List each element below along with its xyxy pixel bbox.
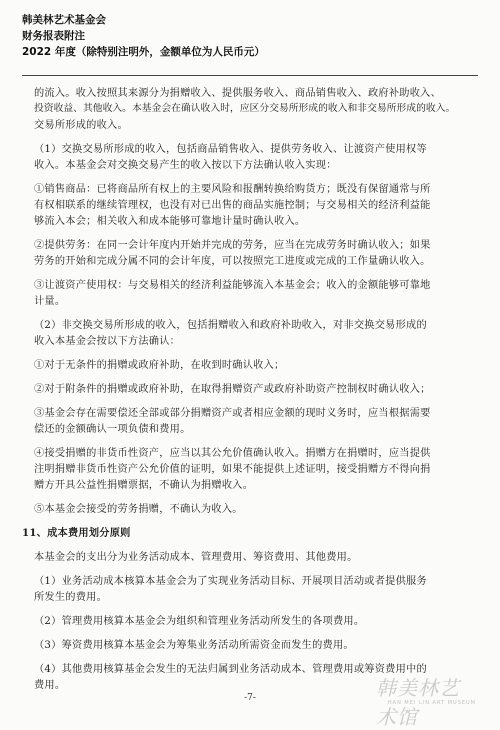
paragraph-line: 交易所形成的收入。 [34, 120, 128, 131]
paragraph-line: ④接受捐赠的非货币性资产，应当以其公允价值确认收入。捐赠方在捐赠时，应当提供 [34, 448, 431, 459]
paragraph-line: ②提供劳务：在同一会计年度内开始并完成的劳务，应当在完成劳务时确认收入；如果 [34, 240, 431, 251]
paragraph-line: 收入。本基金会对交换交易产生的收入按以下方法确认收入实现： [34, 160, 337, 171]
paragraph-line: 赠方开具公益性捐赠票据，不确认为捐赠收入。 [34, 480, 254, 491]
header-divider [22, 75, 478, 76]
paragraph-line: 有权相联系的继续管理权，也没有对已出售的商品实施控制；与交易相关的经济利益能 [34, 200, 431, 211]
paragraph-line: （2）管理费用核算本基金会为组织和管理业务活动所发生的各项费用。 [34, 616, 365, 627]
paragraph-line: （3）筹资费用核算本基金会为筹集业务活动所需资金而发生的费用。 [34, 640, 354, 651]
org-name: 韩美林艺术基金会 [22, 14, 106, 26]
paragraph-line: 注明捐赠非货币性资产公允价值的证明，如果不能提供上述证明，接受捐赠方不得向捐 [34, 464, 431, 475]
paragraph-line: ⑤本基金会接受的劳务捐赠，不确认为收入。 [34, 504, 243, 515]
page-number: -7- [244, 693, 256, 703]
watermark-text-cn: 韩美林艺术馆 [376, 676, 460, 729]
paragraph-line: ①销售商品：已将商品所有权上的主要风险和报酬转换给购货方；既没有保留通常与所 [34, 184, 431, 195]
paragraph-line: 所发生的费用。 [34, 592, 108, 603]
year-note: 2022 年度（除特别注明外，金额单位为人民币元） [22, 46, 265, 58]
paragraph-line: （1）交换交易所形成的收入，包括商品销售收入、提供劳务收入、让渡资产使用权等 [34, 144, 427, 155]
paragraph-line: 计量。 [34, 296, 66, 307]
paragraph-line: 劳务的开始和完成分属不同的会计年度，可以按照完工进度或完成的工作量确认收入。 [34, 256, 431, 267]
paragraph-line: 收入本基金会按以下方法确认： [34, 336, 181, 347]
paragraph-line: 偿还的金额确认一项负债和费用。 [34, 424, 191, 435]
paragraph-line: （2）非交换交易所形成的收入，包括捐赠收入和政府补助收入，对非交换交易形成的 [34, 320, 427, 331]
paragraph-line: 投资收益、其他收入。本基金会在确认收入时，应区分交易所形成的收入和非交易所形成的收入。 [34, 103, 456, 114]
paragraph-line: ①对于无条件的捐赠或政府补助，在收到时确认收入； [34, 360, 285, 371]
section-heading: 11、成本费用划分原则 [22, 527, 131, 539]
paragraph-line: 本基金会的支出分为业务活动成本、管理费用、筹资费用、其他费用。 [34, 552, 358, 563]
paragraph-line: 费用。 [34, 680, 66, 691]
document-header [22, 12, 265, 60]
paragraph-line: ②对于附条件的捐赠或政府补助，在取得捐赠资产或政府补助资产控制权时确认收入； [34, 384, 431, 395]
doc-title: 财务报表附注 [22, 30, 85, 42]
paragraph-line: ③基金会存在需要偿还全部或部分捐赠资产或者相应金额的现时义务时，应当根据需要 [34, 408, 431, 419]
watermark-text-en: HAN MEI LIN ART MUSEUM [387, 700, 476, 706]
paragraph-line: （1）业务活动成本核算本基金会为了实现业务活动目标、开展项目活动或者提供服务 [34, 576, 427, 587]
paragraph-line: 够流入本会；相关收入和成本能够可靠地计量时确认收入。 [34, 216, 306, 227]
museum-watermark-logo [376, 672, 486, 729]
paragraph-line: ③让渡资产使用权：与交易相关的经济利益能够流入本基金会；收入的金额能够可靠地 [34, 280, 431, 291]
paragraph-line: （4）其他费用核算基金会发生的无法归属到业务活动成本、管理费用或筹资费用中的 [34, 664, 427, 675]
paragraph-line: 的流入。收入按照其来源分为捐赠收入、提供服务收入、商品销售收入、政府补助收入、 [34, 88, 442, 99]
